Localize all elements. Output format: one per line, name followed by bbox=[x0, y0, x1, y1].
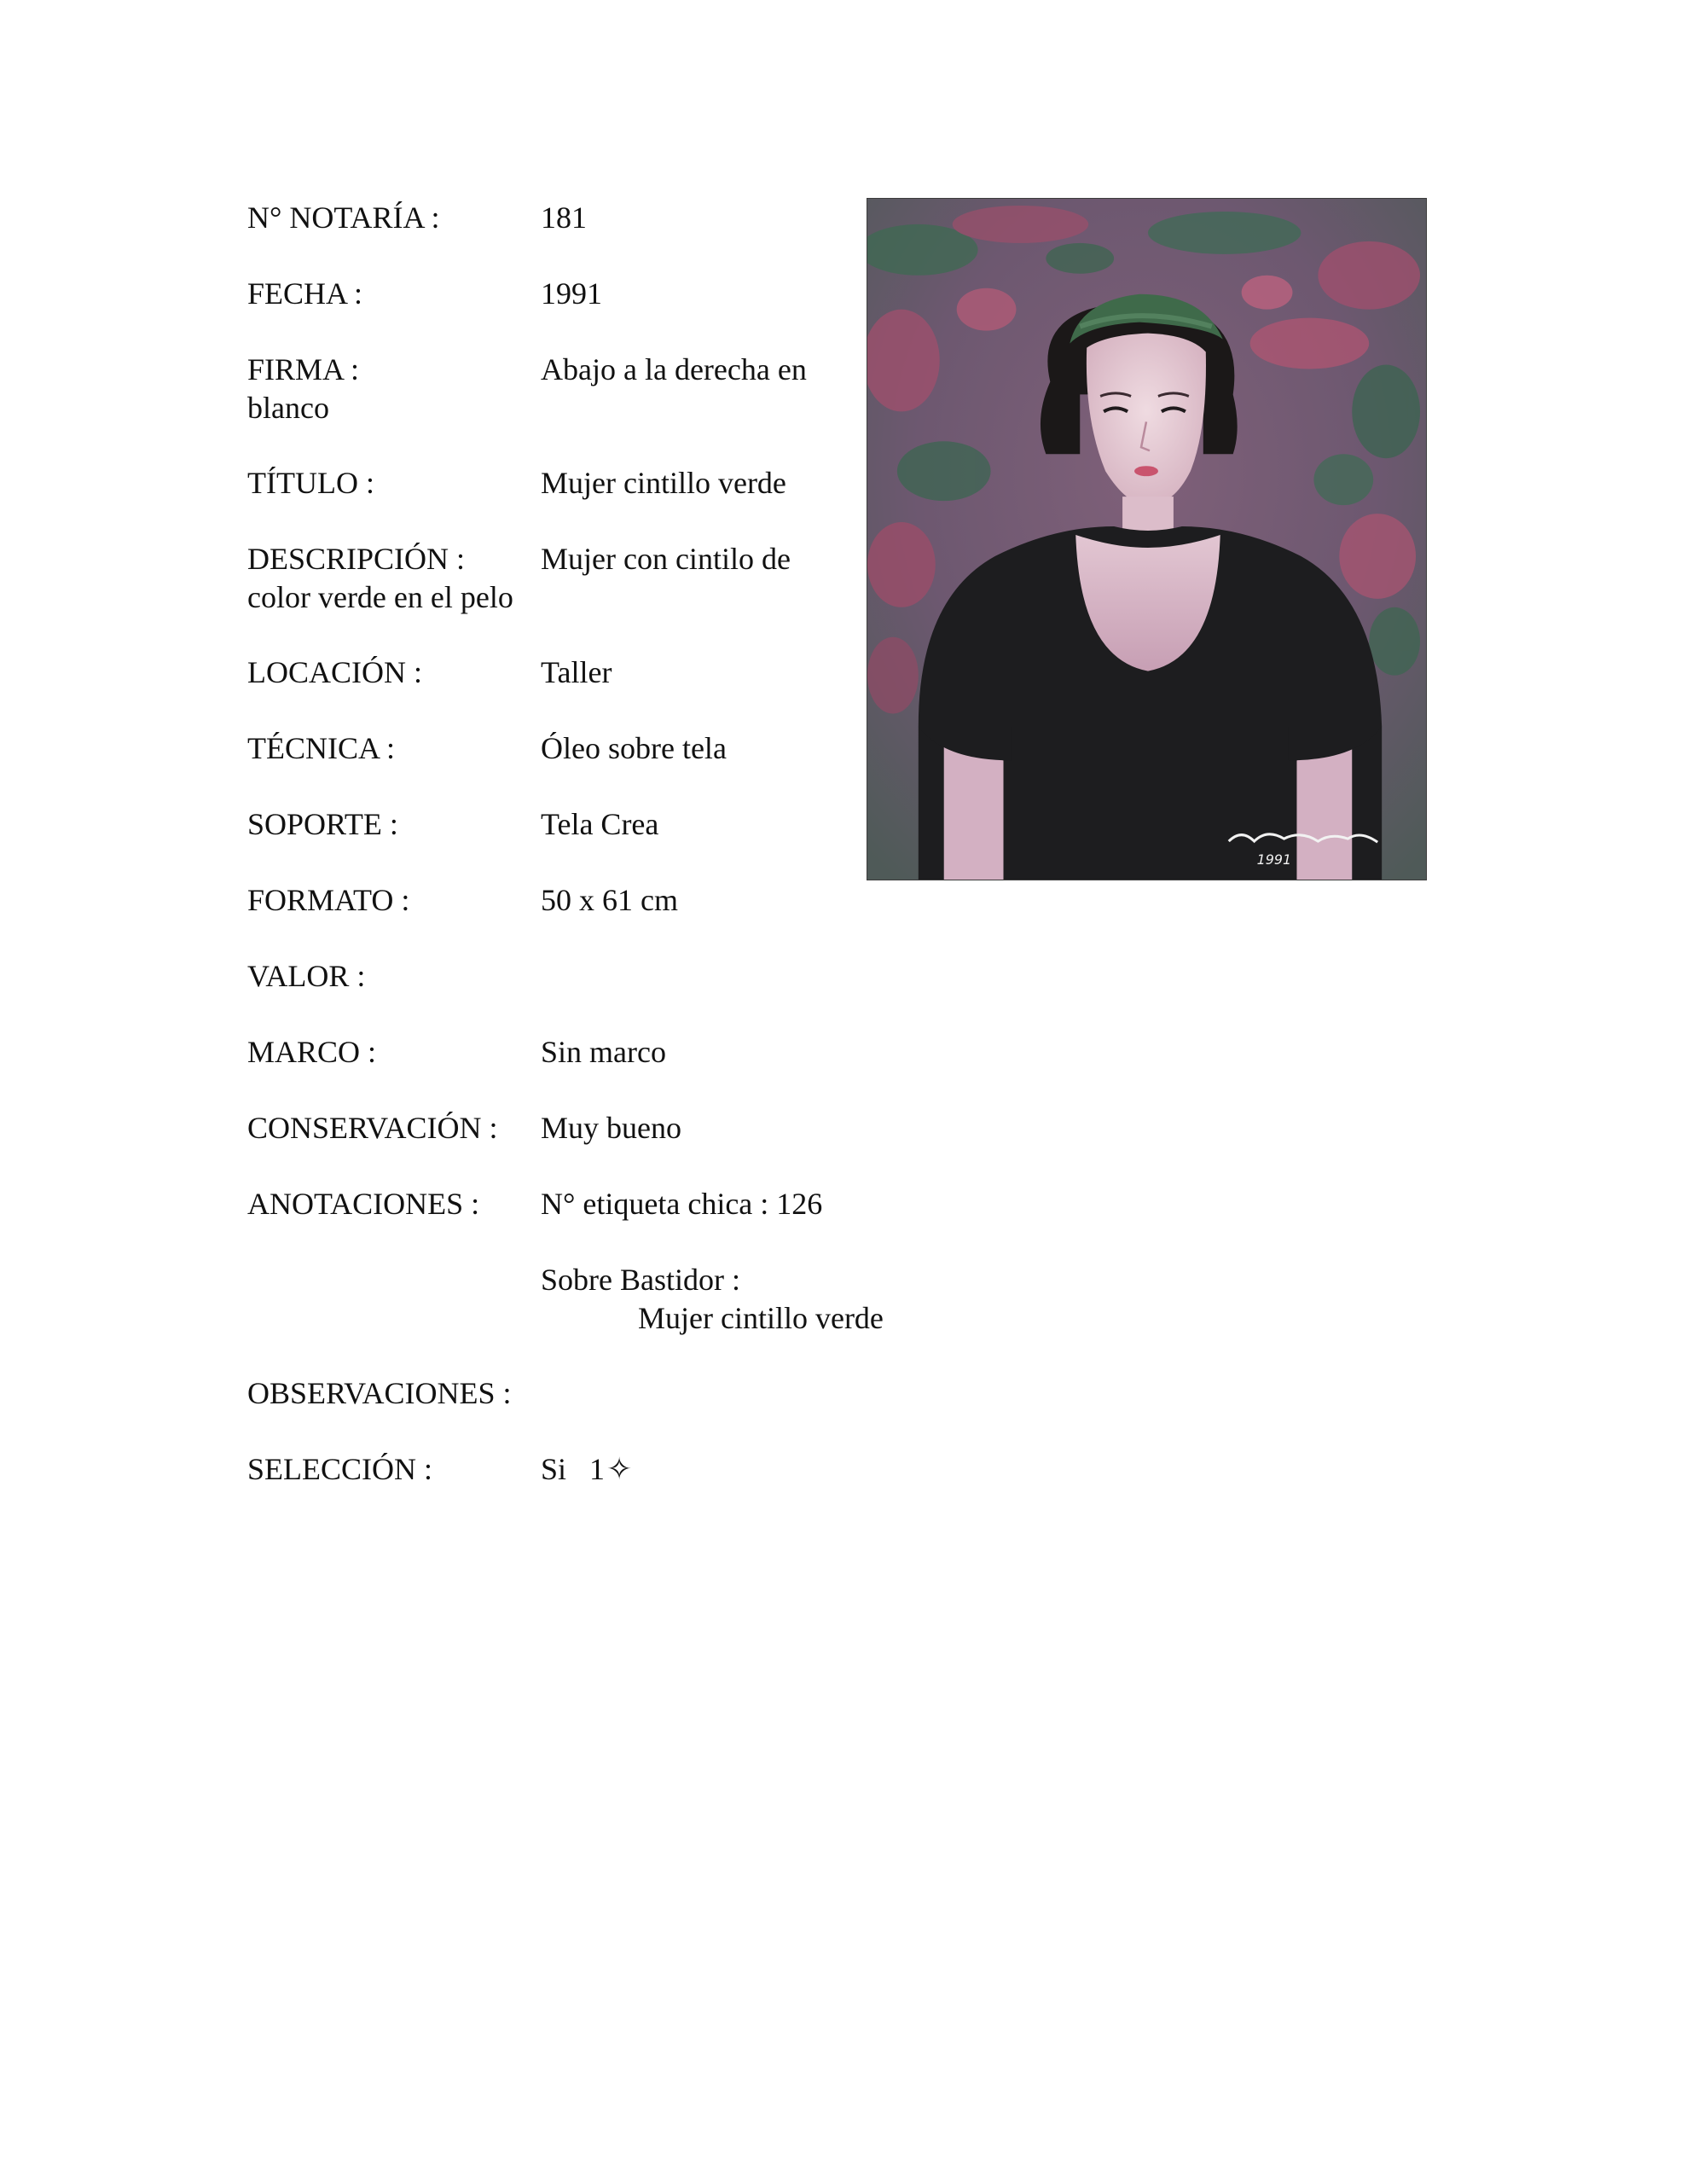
right-arm bbox=[1296, 743, 1352, 880]
observaciones-label: OBSERVACIONES : bbox=[247, 1376, 512, 1410]
fecha-value: 1991 bbox=[541, 276, 602, 311]
soporte-label: SOPORTE : bbox=[247, 807, 398, 841]
painting-portrait bbox=[867, 199, 1426, 880]
lips bbox=[1134, 466, 1158, 476]
valor-label: VALOR : bbox=[247, 959, 366, 993]
marco-value: Sin marco bbox=[541, 1035, 666, 1069]
tecnica-value: Óleo sobre tela bbox=[541, 731, 727, 765]
tecnica-label: TÉCNICA : bbox=[247, 731, 396, 765]
painting-image bbox=[867, 198, 1427, 880]
firma-value-continued: blanco bbox=[247, 391, 329, 425]
bastidor-value: Mujer cintillo verde bbox=[638, 1301, 884, 1335]
conservacion-label: CONSERVACIÓN : bbox=[247, 1111, 498, 1145]
descripcion-value-continued: color verde en el pelo bbox=[247, 580, 513, 614]
bastidor-label: Sobre Bastidor : bbox=[541, 1263, 740, 1297]
formato-label: FORMATO : bbox=[247, 883, 410, 917]
formato-value: 50 x 61 cm bbox=[541, 883, 678, 917]
notaria-value: 181 bbox=[541, 200, 587, 235]
descripcion-value: Mujer con cintilo de bbox=[541, 542, 791, 576]
titulo-label: TÍTULO : bbox=[247, 466, 374, 500]
seleccion-label: SELECCIÓN : bbox=[247, 1452, 433, 1486]
neck bbox=[1122, 497, 1174, 531]
marco-label: MARCO : bbox=[247, 1035, 377, 1069]
notaria-label: N° NOTARÍA : bbox=[247, 200, 440, 235]
seleccion-value bbox=[541, 1450, 632, 1489]
firma-value: Abajo a la derecha en bbox=[541, 352, 807, 386]
anotaciones-label: ANOTACIONES : bbox=[247, 1187, 480, 1221]
locacion-value: Taller bbox=[541, 655, 612, 689]
descripcion-label: DESCRIPCIÓN : bbox=[247, 542, 466, 576]
seleccion-text: Si 1 bbox=[541, 1452, 606, 1486]
titulo-value: Mujer cintillo verde bbox=[541, 466, 786, 500]
soporte-value: Tela Crea bbox=[541, 807, 659, 841]
left-arm bbox=[944, 743, 1004, 880]
anotaciones-value: N° etiqueta chica : 126 bbox=[541, 1187, 823, 1221]
fecha-label: FECHA : bbox=[247, 276, 363, 311]
signature-year: 1991 bbox=[1256, 851, 1292, 868]
star-icon: ✧ bbox=[606, 1452, 633, 1486]
conservacion-value: Muy bueno bbox=[541, 1111, 681, 1145]
locacion-label: LOCACIÓN : bbox=[247, 655, 422, 689]
firma-label: FIRMA : bbox=[247, 352, 360, 386]
